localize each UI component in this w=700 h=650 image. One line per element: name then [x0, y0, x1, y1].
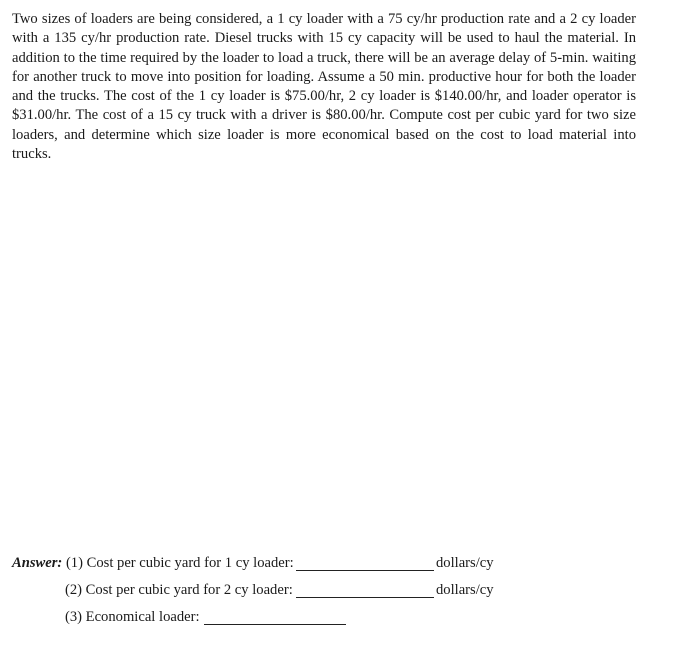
answer-3-blank[interactable] [204, 610, 346, 625]
question-1-label: (1) Cost per cubic yard for 1 cy loader: [65, 555, 294, 571]
answer-label: Answer: [12, 555, 63, 571]
answer-row-2 [65, 581, 293, 599]
answer-row-1 [12, 554, 294, 572]
answer-row-3 [65, 608, 200, 626]
answer-1-blank[interactable] [296, 556, 434, 571]
answer-2-unit: dollars/cy [436, 582, 494, 598]
answer-2-blank[interactable] [296, 583, 434, 598]
question-3-label: (3) Economical loader: [65, 609, 200, 625]
answer-1-unit: dollars/cy [436, 555, 494, 571]
question-2-label: (2) Cost per cubic yard for 2 cy loader: [65, 582, 293, 598]
problem-statement: Two sizes of loaders are being considered, a 1 cy loader with a 75 cy/hr production rate and a 2 cy loader with a 135 cy/hr production rate. Diesel trucks with 15 cy capacity will be used to haul the material. In addition to the time required by the loader to load a truck, there will be an average delay of 5-min. waiting for another truck to move into position for loading. Assume a 50 min. productive hour for both the loader and the trucks. The cost of the 1 cy loader is $75.00/hr, 2 cy loader is $140.00/hr, and loader operator is $31.00/hr. The cost of a 15 cy truck with a driver is $80.00/hr. Compute cost per cubic yard for two size loaders, and determine which size loader is more economical based on the cost to load material into trucks. [12, 11, 636, 163]
